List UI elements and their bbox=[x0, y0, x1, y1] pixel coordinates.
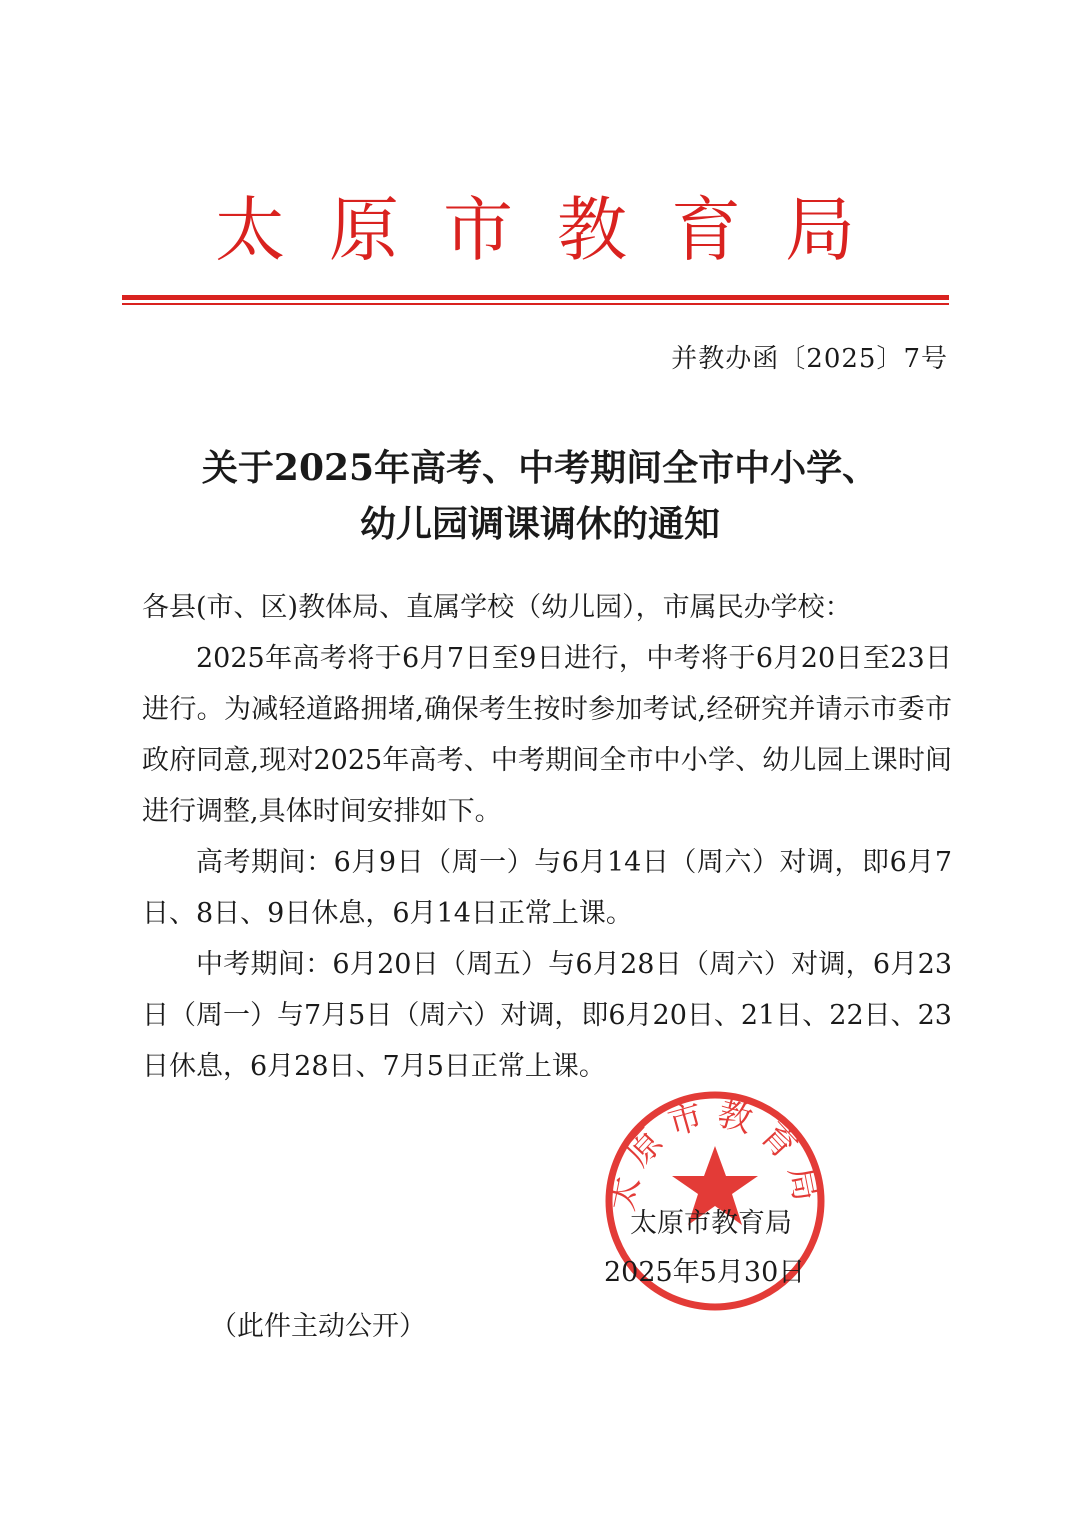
document-number: 并教办函〔2025〕7号 bbox=[671, 344, 948, 374]
notice-body bbox=[142, 582, 952, 1092]
signature-organization: 太原市教育局 bbox=[630, 1208, 792, 1239]
body-paragraph-gaokao: 高考期间：6月9日（周一）与6月14日（周六）对调，即6月7日、8日、9日休息，6月14日正常上课。 bbox=[142, 847, 952, 929]
body-paragraph-zhongkao: 中考期间：6月20日（周五）与6月28日（周六）对调，6月23日（周一）与7月5日（周六）对调，即6月20日、21日、22日、23日休息，6月28日、7月5日正常上课。 bbox=[142, 949, 952, 1082]
letterhead-title: 太原市教育局 bbox=[215, 189, 899, 271]
letterhead-rule-thick bbox=[122, 295, 949, 300]
salutation: 各县(市、区)教体局、直属学校（幼儿园），市属民办学校： bbox=[142, 592, 852, 623]
notice-title bbox=[130, 440, 950, 552]
letterhead-rule-thin bbox=[122, 303, 949, 305]
publicity-note: （此件主动公开） bbox=[210, 1311, 426, 1342]
body-paragraph-intro: 2025年高考将于6月7日至9日进行，中考将于6月20日至23日进行。为减轻道路拥堵,确保考生按时参加考试,经研究并请示市委市政府同意,现对2025年高考、中考期间全市中小学、幼儿园上课时间进行调整,具体时间安排如下。 bbox=[142, 643, 952, 827]
notice-title-line-1: 关于2025年高考、中考期间全市中小学、 bbox=[201, 447, 879, 489]
seal-text: 太原市教育局 bbox=[602, 1093, 828, 1215]
signature-date: 2025年5月30日 bbox=[604, 1257, 806, 1288]
notice-title-line-2: 幼儿园调课调休的通知 bbox=[359, 503, 720, 545]
